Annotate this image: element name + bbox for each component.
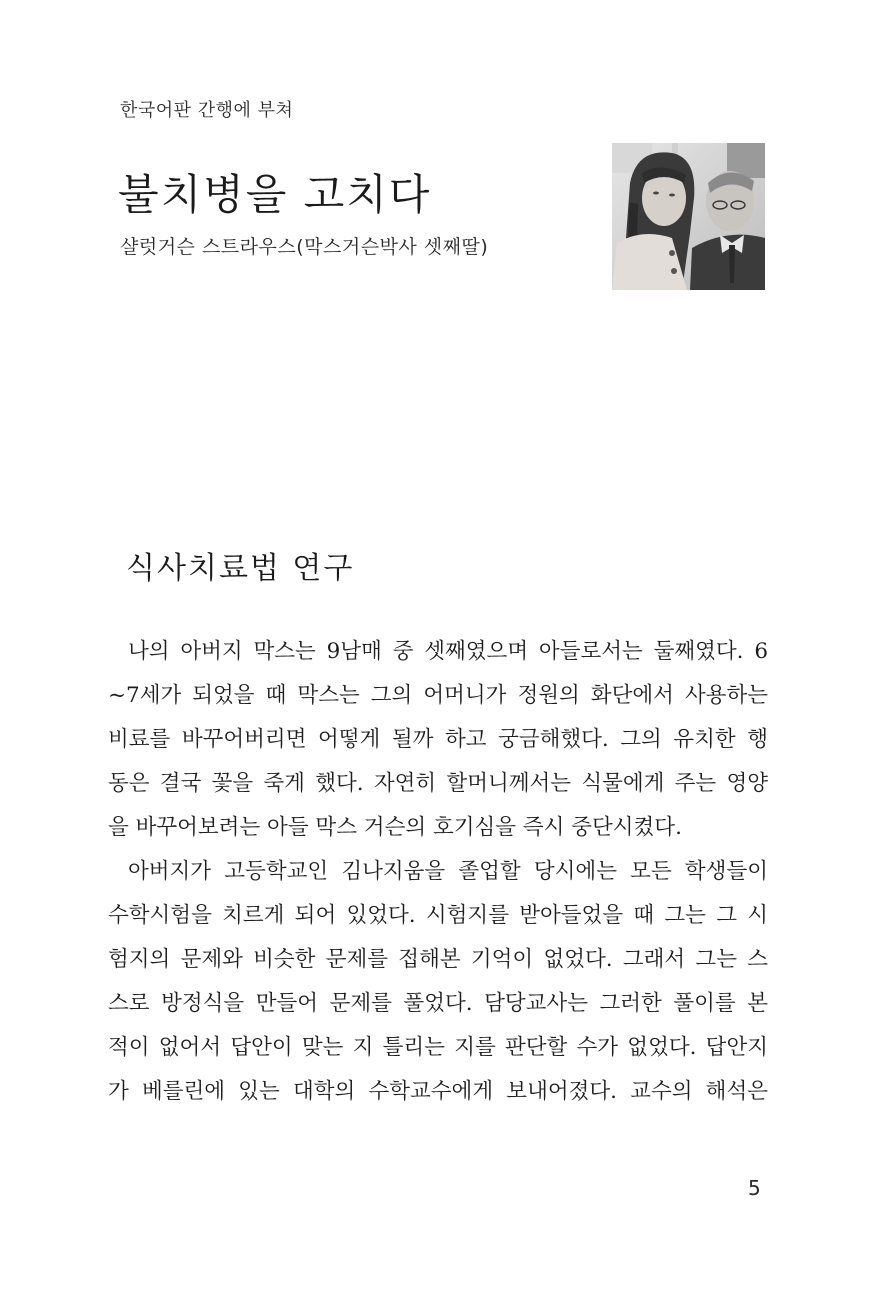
text-line: 스로 방정식을 만들어 문제를 풀었다. 담당교사는 그러한 풀이를 본 [108,991,768,1016]
text-line: 적이 없어서 답안이 맞는 지 틀리는 지를 판단할 수가 없었다. 답안지 [108,1035,768,1060]
text-line: 가 베를린에 있는 대학의 수학교수에게 보내어졌다. 교수의 해석은 [108,1079,768,1104]
text-line: 아버지가 고등학교인 김나지움을 졸업할 당시에는 모든 학생들이 [128,859,768,884]
text-line: 을 바꾸어보려는 아들 막스 거슨의 호기심을 즉시 중단시켰다. [108,815,682,840]
paragraph [108,850,768,1114]
paragraph [108,630,768,850]
text-line: 수학시험을 치르게 되어 있었다. 시험지를 받아들었을 때 그는 그 시 [108,903,768,928]
body-text [108,630,768,1114]
article-title: 불치병을 고치다 [118,170,432,219]
article-subtitle: 샬럿거슨 스트라우스(막스거슨박사 셋째딸) [120,236,489,258]
photo-image [612,143,765,290]
author-photo [612,143,765,290]
text-line: 험지의 문제와 비슷한 문제를 접해본 기억이 없었다. 그래서 그는 스 [108,947,768,972]
running-header: 한국어판 간행에 부쳐 [120,100,294,121]
text-line: ~7세가 되었을 때 막스는 그의 어머니가 정원의 화단에서 사용하는 [108,683,768,708]
text-line: 동은 결국 꽃을 죽게 했다. 자연히 할머니께서는 식물에게 주는 영양 [108,771,768,796]
text-line: 나의 아버지 막스는 9남매 중 셋째였으며 아들로서는 둘째였다. 6 [128,639,768,664]
section-heading: 식사치료법 연구 [126,551,355,586]
text-line: 비료를 바꾸어버리면 어떻게 될까 하고 궁금해했다. 그의 유치한 행 [108,727,768,752]
page-number: 5 [748,1176,761,1200]
